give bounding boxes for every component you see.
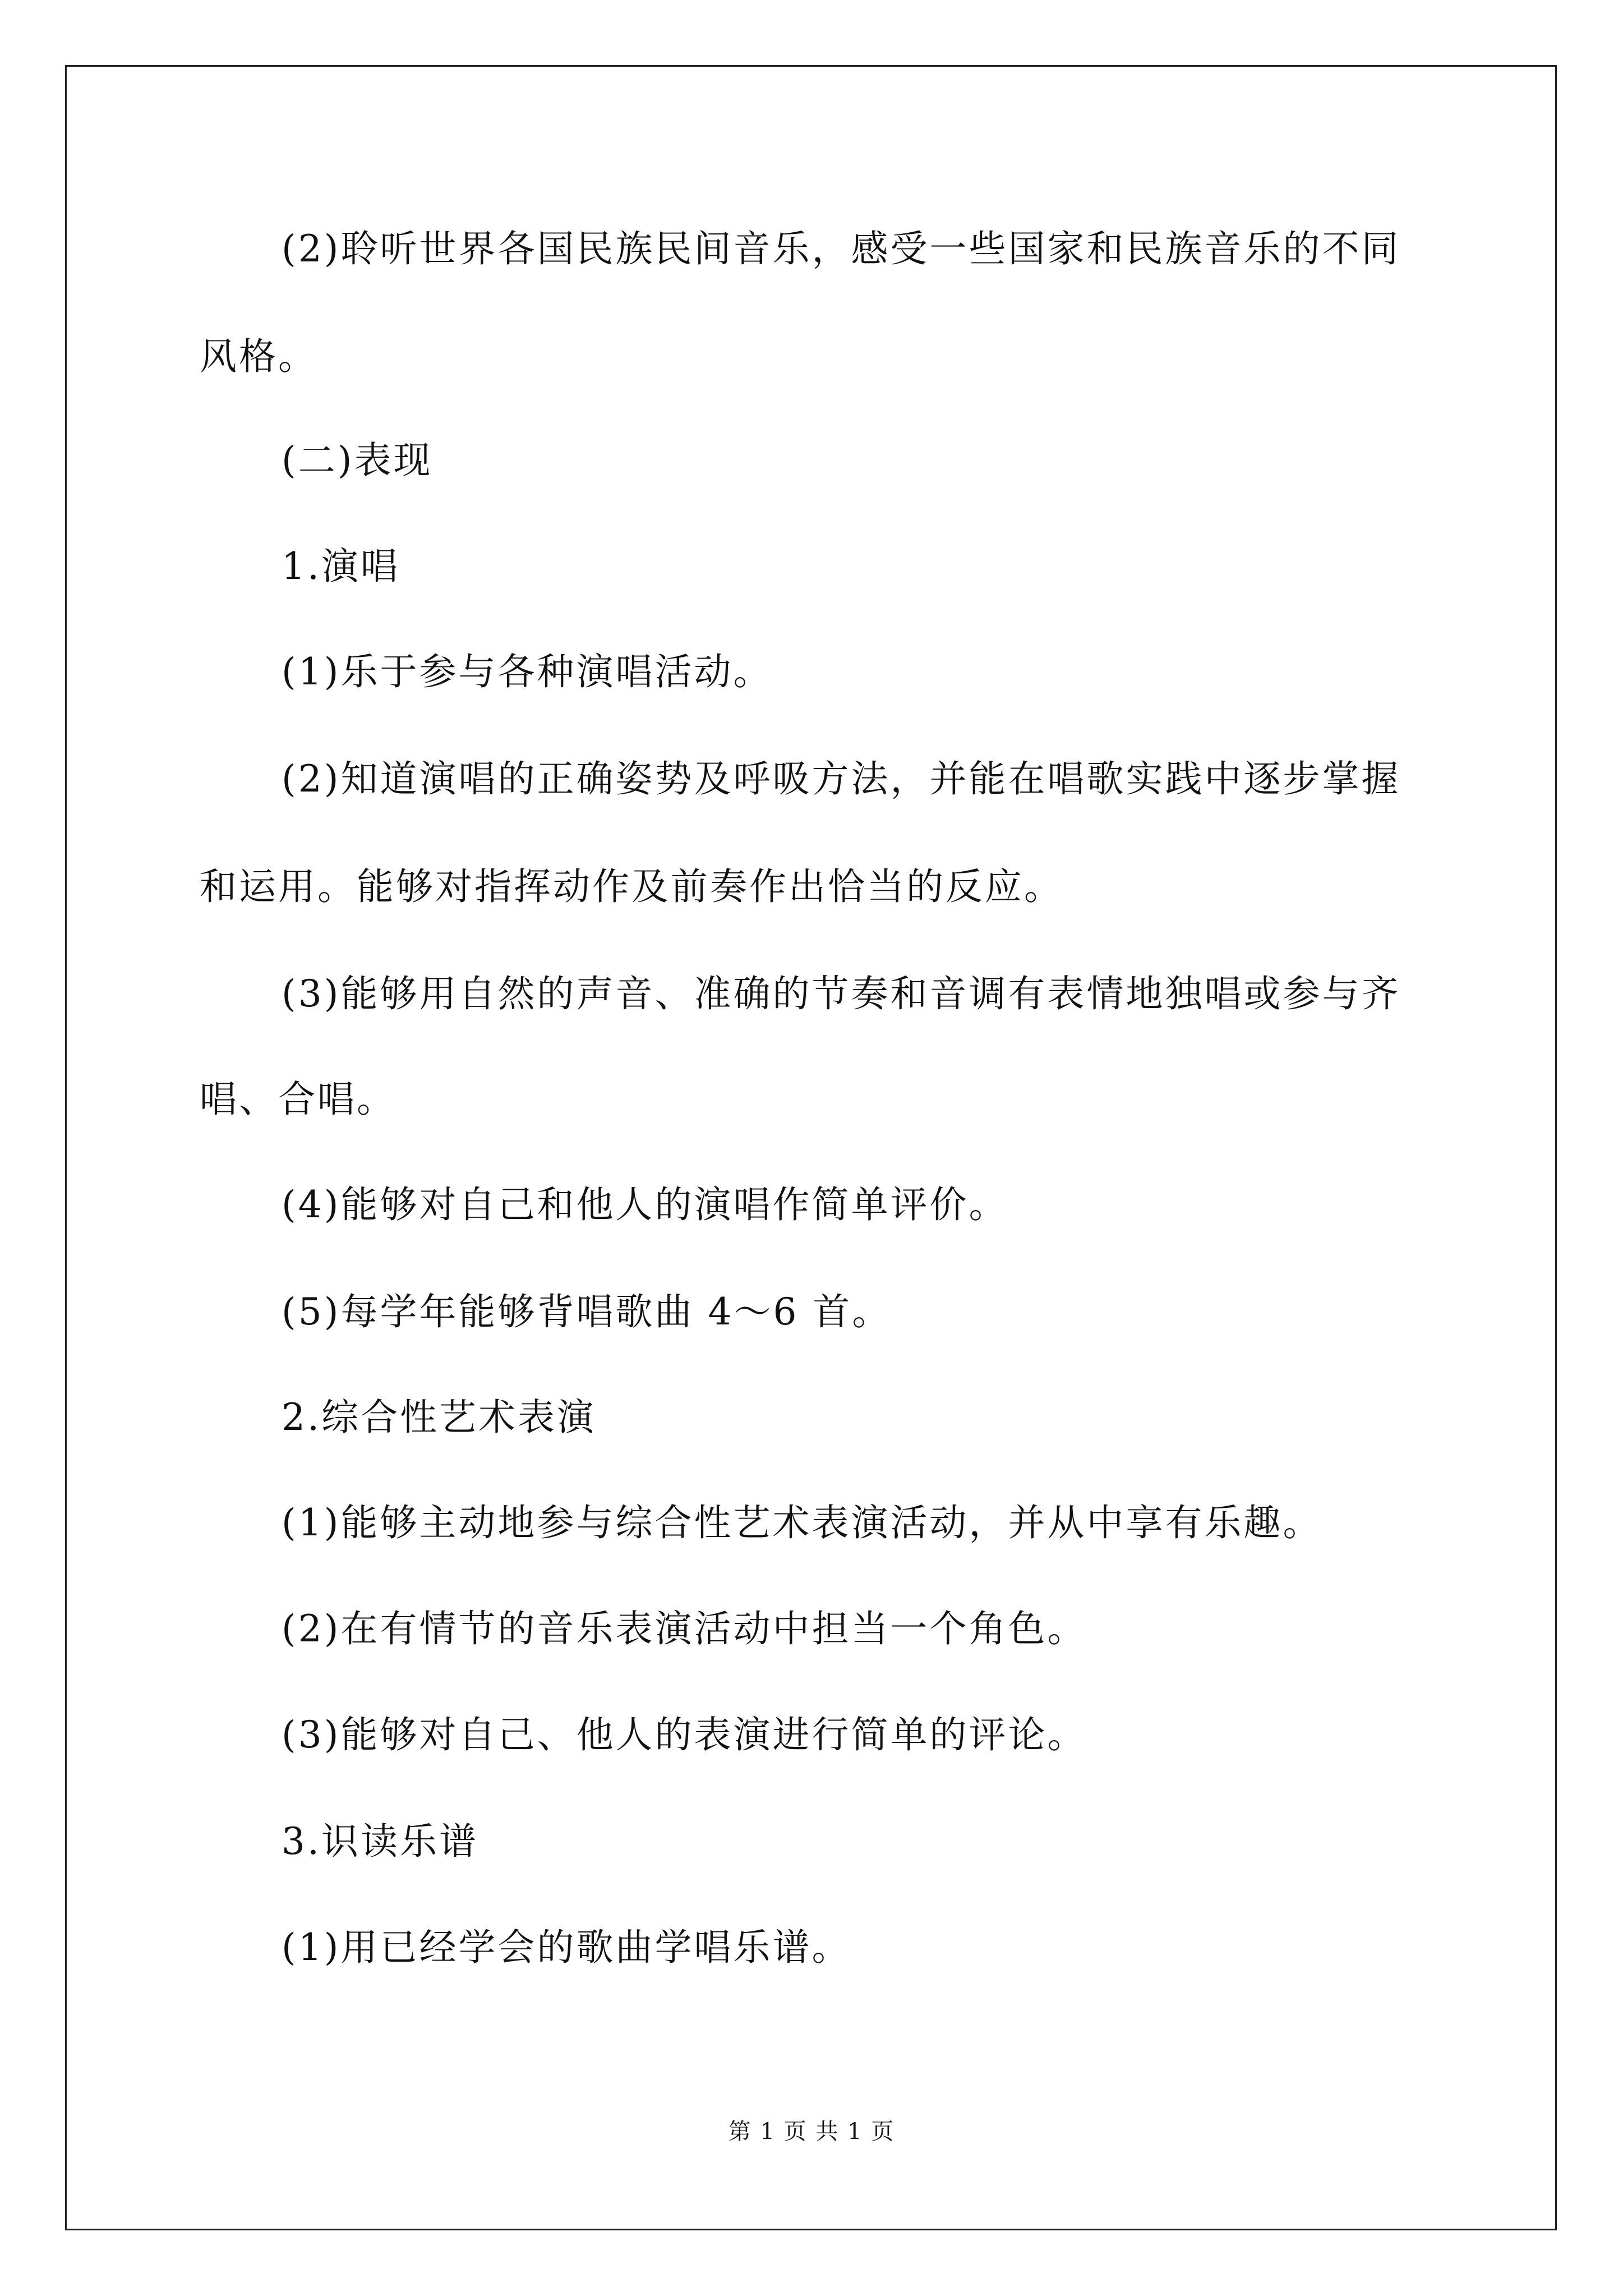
paragraph-line: (2)在有情节的音乐表演活动中担当一个角色。 [282,1607,1087,1650]
subsection-heading: 3.识读乐谱 [282,1820,478,1863]
paragraph-line: (5)每学年能够背唱歌曲 4～6 首。 [282,1290,892,1333]
paragraph-line: 和运用。能够对指挥动作及前奏作出恰当的反应。 [200,865,1063,908]
paragraph-line: 唱、合唱。 [200,1078,396,1121]
paragraph-line: (2)聆听世界各国民族民间音乐，感受一些国家和民族音乐的不同 [282,227,1401,270]
paragraph-line: (3)能够用自然的声音、准确的节奏和音调有表情地独唱或参与齐 [282,972,1401,1015]
page-footer: 第 1 页 共 1 页 [728,2119,895,2145]
paragraph-line: (4)能够对自己和他人的演唱作简单评价。 [282,1183,1008,1226]
subsection-heading: 1.演唱 [282,545,400,588]
paragraph-line: (3)能够对自己、他人的表演进行简单的评论。 [282,1713,1087,1756]
paragraph-line: (2)知道演唱的正确姿势及呼吸方法，并能在唱歌实践中逐步掌握 [282,757,1401,800]
section-heading: (二)表现 [282,439,433,482]
paragraph-line: (1)乐于参与各种演唱活动。 [282,650,773,693]
paragraph-line: 风格。 [200,335,317,378]
paragraph-line: (1)能够主动地参与综合性艺术表演活动，并从中享有乐趣。 [282,1501,1322,1544]
paragraph-line: (1)用已经学会的歌曲学唱乐谱。 [282,1926,851,1969]
page-border [65,65,1557,2230]
subsection-heading: 2.综合性艺术表演 [282,1396,596,1439]
